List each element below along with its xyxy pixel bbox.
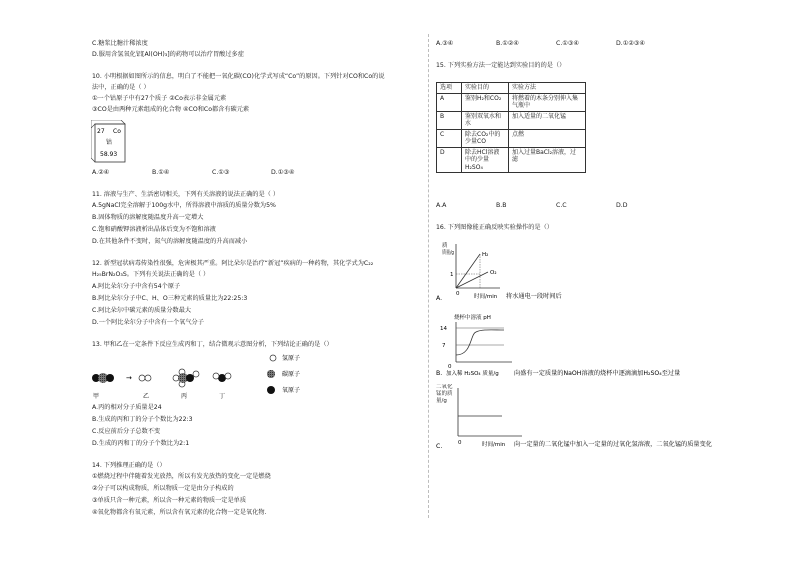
molecule-diagram bbox=[90, 352, 320, 400]
q14-statement-4: ④氧化物都含有氧元素，所以含有氧元素的化合物一定是氧化物. bbox=[92, 509, 267, 516]
table-row bbox=[437, 111, 586, 129]
o2-line bbox=[456, 272, 488, 288]
q11-stem: 11. 溶液与生产、生活密切相关，下列有关溶液的说法正确的是（ ） bbox=[92, 191, 280, 198]
q12-option-c: C.阿比朵尔中碳元素的质量分数最大 bbox=[92, 307, 192, 314]
q14-option-a: A.③④ bbox=[436, 40, 454, 47]
legend-hydrogen: 氢原子 bbox=[282, 355, 301, 362]
graph-a-option-label: A. bbox=[436, 295, 443, 302]
q11-option-a: A.5gNaCl完全溶解于100g水中，所得溶液中溶质的质量分数为5% bbox=[92, 202, 276, 209]
graph-c-description: 向一定量的二氧化锰中加入一定量的过氧化氢溶液，二氧化锰的质量变化 bbox=[514, 441, 712, 448]
table-header: 选项 bbox=[437, 83, 462, 94]
q10-option-a: A.②④ bbox=[92, 169, 110, 176]
element-name: 钴 bbox=[106, 139, 113, 146]
q10-statement-1: ①一个钴原子中有27个质子 ②Co表示非金属元素 bbox=[92, 95, 227, 102]
q16-stem: 16. 下列图像能正确反映实验操作的是（） bbox=[436, 224, 553, 231]
q10-stem-1: 10. 小明根据如图所示的信息，明白了不能把一氧化碳(CO)化学式写成“Co”的原因。下列针对CO和Co的说 bbox=[92, 73, 385, 80]
q12-option-b: B.阿比朵尔分子中C、H、O三种元素的质量比为22:25:3 bbox=[92, 295, 248, 302]
molecule-bing bbox=[173, 369, 199, 387]
graph-a bbox=[434, 238, 734, 304]
graph-c bbox=[434, 382, 779, 454]
h2-line bbox=[456, 254, 480, 288]
q15-option-d: D.D bbox=[616, 202, 628, 209]
q12-option-a: A.阿比朵尔分子中含有54个原子 bbox=[92, 283, 181, 290]
graph-b-option-label: B. bbox=[436, 370, 443, 377]
column-divider bbox=[428, 34, 429, 518]
svg-text:→: → bbox=[126, 374, 132, 382]
graph-b-tick-14: 14 bbox=[440, 326, 447, 332]
ph-curve bbox=[456, 330, 504, 355]
label-bing: 丙 bbox=[181, 393, 188, 400]
graph-b-ylabel: 烧杯中溶液 pH bbox=[454, 315, 491, 321]
graph-b-description: 向盛有一定质量的NaOH溶液的烧杯中逐滴滴加H₂SO₄至过量 bbox=[514, 370, 681, 377]
table-row bbox=[437, 129, 586, 147]
q10-option-d: D.①③④ bbox=[271, 169, 295, 176]
q14-statement-2: ②分子可以构成物质，所以物质一定是由分子构成的 bbox=[92, 485, 234, 492]
table-cell: 除去CO₂中的少量CO bbox=[462, 129, 509, 147]
graph-a-tick: 1 bbox=[450, 272, 454, 278]
table-cell: C bbox=[437, 129, 462, 147]
q11-option-b: B.固体物质的溶解度随温度升高一定增大 bbox=[92, 214, 204, 221]
q14-statement-1: ①燃烧过程中伴随着发光放热，所以有发光放热的变化一定是燃烧 bbox=[92, 473, 271, 480]
graph-b-xlabel: 加入稀 H₂SO₄ 质量/g bbox=[446, 371, 499, 377]
q13-option-d: D.生成的丙和丁的分子个数比为2:1 bbox=[92, 440, 190, 447]
q11-option-c: C.饱和硝酸钾溶液析出晶体后变为不饱和溶液 bbox=[92, 226, 216, 233]
q13-stem: 13. 甲和乙在一定条件下反应生成丙和丁，结合微观示意图分析，下列结论正确的是（） bbox=[92, 341, 333, 348]
table-cell: A bbox=[437, 93, 462, 111]
graph-c-xlabel: 时间/min bbox=[482, 442, 506, 448]
table-cell: 鉴别双氧水和水 bbox=[462, 111, 509, 129]
table-cell: 点燃 bbox=[509, 129, 586, 147]
table-row bbox=[437, 93, 586, 111]
q10-stem-2: 法中，正确的是（ ） bbox=[92, 84, 150, 91]
q15-table bbox=[436, 82, 586, 173]
graph-a-xlabel: 时间/min bbox=[474, 294, 498, 300]
q13-option-c: C.反应前后分子总数不变 bbox=[92, 428, 161, 435]
q10-option-b: B.①④ bbox=[152, 169, 170, 176]
graph-a-ylabel: 质量/g bbox=[442, 250, 459, 256]
q12-stem-2: H₂₅BrN₂O₃S。下列有关说法正确的是（ ） bbox=[92, 271, 210, 278]
graph-c-option-label: C. bbox=[436, 443, 443, 450]
table-cell: B bbox=[437, 111, 462, 129]
label-jia: 甲 bbox=[93, 393, 100, 400]
atomic-number: 27 bbox=[97, 128, 105, 135]
graph-c-ylabel: 二氧化锰的质量/g bbox=[436, 384, 453, 404]
table-cell: 鉴别H₂和CO₂ bbox=[462, 93, 509, 111]
table-header: 实验目的 bbox=[462, 83, 509, 94]
q9-option-d: D.服用含氢氧化铝[Al(OH)₃]的药物可以治疗胃酸过多症 bbox=[92, 51, 244, 58]
legend-oxygen: 氧原子 bbox=[282, 387, 301, 394]
label-ding: 丁 bbox=[219, 393, 226, 400]
table-cell: 除去HCl溶液中的少量H₂SO₄ bbox=[462, 147, 509, 173]
periodic-table-cell bbox=[91, 120, 127, 164]
q14-option-c: C.①③④ bbox=[556, 40, 579, 47]
q10-statement-2: ③CO是由两种元素组成的化合物 ④CO和Co都含有碳元素 bbox=[92, 106, 250, 113]
graph-b-origin: 0 bbox=[448, 364, 452, 370]
molecule-ding bbox=[213, 373, 231, 382]
molecule-yi bbox=[139, 375, 151, 381]
table-row bbox=[437, 147, 586, 173]
legend-carbon: 碳原子 bbox=[282, 371, 301, 378]
table-cell: 加入过量BaCl₂溶液，过滤 bbox=[509, 147, 586, 173]
q11-option-d: D.在其他条件不变时，氮气的溶解度随温度的升高而减小 bbox=[92, 238, 248, 245]
q12-option-d: D.一个阿比朵尔分子中含有一个氧气分子 bbox=[92, 319, 204, 326]
q9-option-c: C.糖浆比糖汁稀浓度 bbox=[92, 40, 148, 47]
table-header-row bbox=[437, 83, 586, 94]
element-symbol: Co bbox=[113, 128, 121, 135]
q10-option-c: C.①③ bbox=[212, 169, 230, 176]
table-header: 实验方法 bbox=[509, 83, 586, 94]
oxygen-atom-icon bbox=[267, 386, 275, 394]
q15-stem: 15. 下列实验方法一定能达到实验目的的是（） bbox=[436, 62, 566, 69]
q12-stem-1: 12. 新型冠状病毒传染性很强，危害极其严重。阿比朵尔是治疗“新冠”疾病的一种药物，其化学式为C₂₂ bbox=[92, 260, 374, 267]
graph-c-origin: 0 bbox=[458, 440, 462, 446]
graph-a-description: 将水通电一段时间后 bbox=[506, 293, 562, 300]
graph-b-tick-7: 7 bbox=[442, 343, 446, 349]
q15-option-c: C.C bbox=[556, 202, 567, 209]
graph-a-o2-label: O₂ bbox=[490, 270, 497, 276]
q13-option-b: B.生成的丙和丁的分子个数比为22:3 bbox=[92, 416, 193, 423]
molecule-jia bbox=[92, 373, 114, 383]
q15-option-b: B.B bbox=[496, 202, 507, 209]
hydrogen-atom-icon bbox=[270, 355, 276, 361]
q14-option-d: D.①②③④ bbox=[616, 40, 645, 47]
q14-stem: 14. 下列推理正确的是（） bbox=[92, 462, 166, 469]
graph-b bbox=[434, 310, 754, 380]
atomic-mass: 58.93 bbox=[100, 151, 118, 158]
q15-option-a: A.A bbox=[436, 202, 447, 209]
table-cell: 将燃着的木条分别伸入集气瓶中 bbox=[509, 93, 586, 111]
graph-a-h2-label: H₂ bbox=[482, 252, 489, 258]
label-yi: 乙 bbox=[143, 393, 150, 400]
q13-option-a: A.丙的相对分子质量是24 bbox=[92, 404, 162, 411]
table-cell: D bbox=[437, 147, 462, 173]
graph-a-ylabel-1: 质 bbox=[442, 243, 448, 249]
q14-option-b: B.①②④ bbox=[496, 40, 519, 47]
table-cell: 加入适量的二氧化锰 bbox=[509, 111, 586, 129]
graph-a-origin: 0 bbox=[456, 291, 460, 297]
q14-statement-3: ③单质只含一种元素，所以含一种元素的物质一定是单质 bbox=[92, 497, 247, 504]
